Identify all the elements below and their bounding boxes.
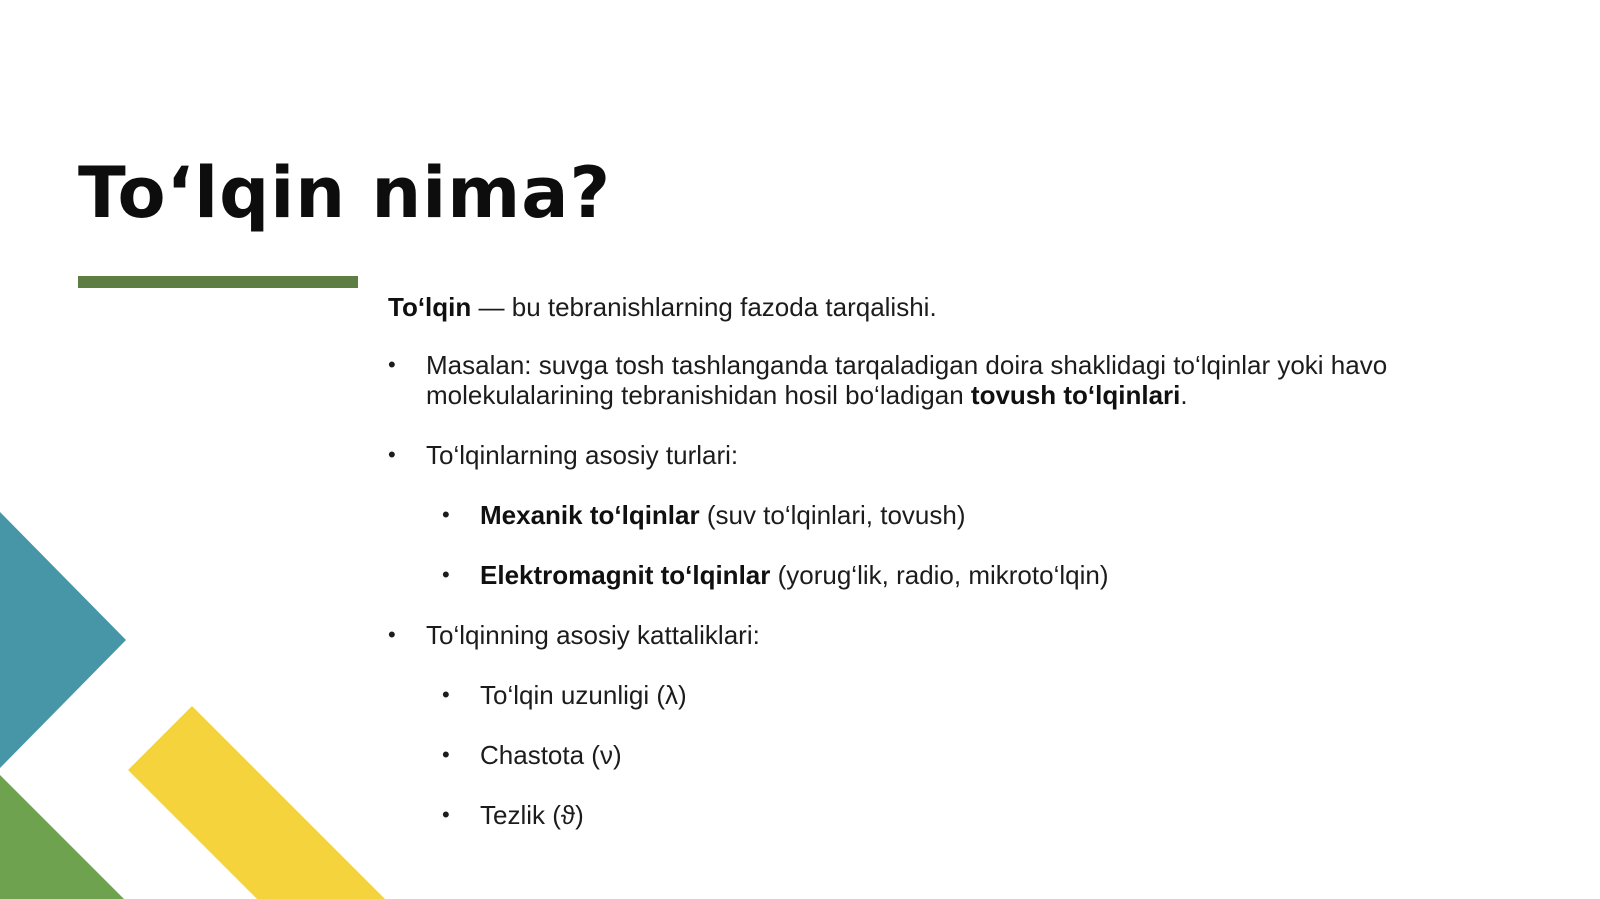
bullet-marker: •: [442, 562, 450, 587]
intro-term: To‘lqin: [388, 292, 472, 322]
list-item-frequency: [388, 740, 1548, 770]
example-bold: tovush to‘lqinlari: [970, 380, 1181, 410]
list-item-speed: [388, 800, 1548, 830]
slide-title: To‘lqin nima?: [78, 152, 612, 234]
electromagnetic-rest: (yorug‘lik, radio, mikroto‘lqin): [770, 560, 1109, 590]
slide-content: [388, 292, 1548, 860]
quantities-heading: To‘lqinning asosiy kattaliklari:: [426, 620, 760, 650]
bullet-marker: •: [442, 742, 450, 767]
list-item-types: [388, 440, 1548, 470]
bullet-marker: •: [388, 622, 396, 647]
electromagnetic-bold: Elektromagnit to‘lqinlar: [480, 560, 771, 590]
bullet-marker: •: [442, 682, 450, 707]
example-end: .: [1180, 380, 1188, 410]
list-item-wavelength: [388, 680, 1548, 710]
bullet-marker: •: [388, 442, 396, 467]
types-heading: To‘lqinlarning asosiy turlari:: [426, 440, 739, 470]
yellow-stripe-shape: [128, 706, 385, 899]
green-triangle-shape: [0, 775, 124, 899]
list-item-electromagnetic: [388, 560, 1548, 590]
mechanical-rest: (suv to‘lqinlari, tovush): [699, 500, 966, 530]
list-item-quantities: [388, 620, 1548, 650]
wavelength-text: To‘lqin uzunligi (λ): [480, 680, 687, 710]
mechanical-bold: Mexanik to‘lqinlar: [480, 500, 700, 530]
speed-text: Tezlik (ϑ): [480, 800, 584, 830]
list-item-example: [388, 350, 1548, 410]
bullet-marker: •: [388, 352, 396, 377]
example-text: Masalan: suvga tosh tashlanganda tarqaladigan doira shaklidagi to‘lqinlar yoki havo molekulalarining tebranishidan hosil bo‘ladigan: [426, 350, 1388, 410]
intro-definition: — bu tebranishlarning fazoda tarqalishi.: [471, 292, 937, 322]
bullet-marker: •: [442, 802, 450, 827]
bullet-list: [388, 350, 1548, 830]
teal-triangle-shape: [0, 512, 126, 768]
bullet-marker: •: [442, 502, 450, 527]
title-underline: [78, 276, 358, 288]
frequency-text: Chastota (ν): [480, 740, 622, 770]
list-item-mechanical: [388, 500, 1548, 530]
intro-paragraph: [388, 292, 1548, 322]
